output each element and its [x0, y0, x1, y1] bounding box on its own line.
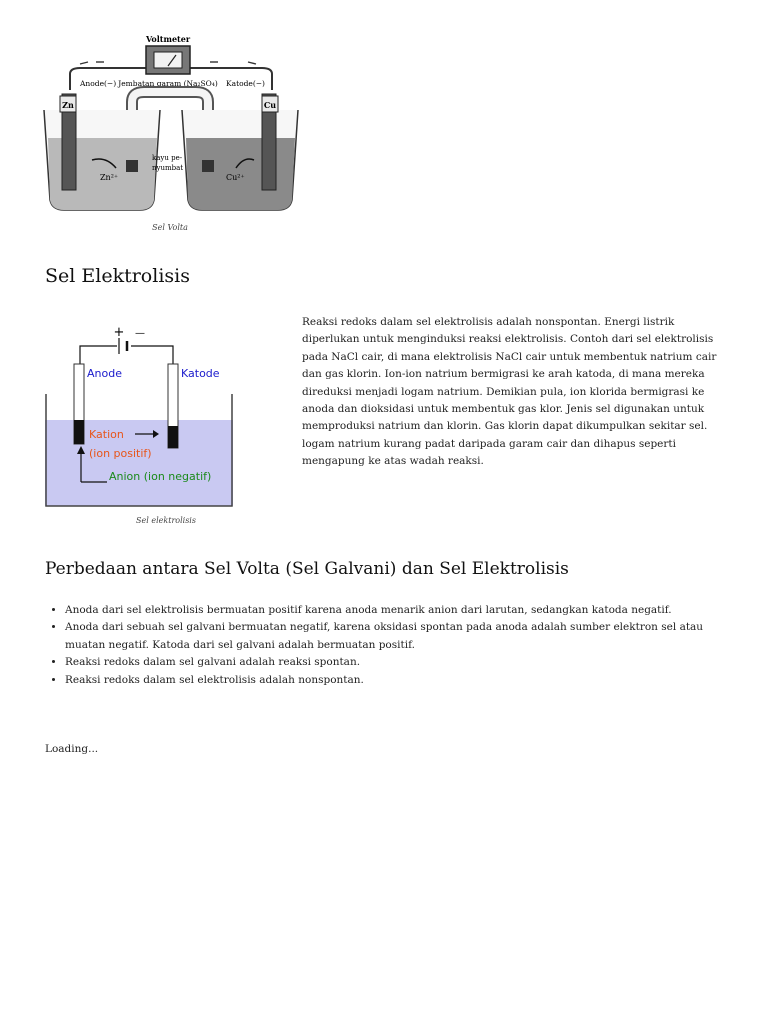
- electrolysis-cell-figure: [45, 322, 233, 508]
- electrolyte: [45, 420, 233, 506]
- differences-list: [46, 602, 745, 689]
- loading-text: Loading...: [45, 743, 99, 755]
- electrolysis-figure-caption: Sel elektrolisis: [136, 516, 196, 525]
- list-item: • Reaksi redoks dalam sel galvani adalah reaksi spontan.: [65, 654, 745, 671]
- electrolysis-paragraph: Reaksi redoks dalam sel elektrolisis adalah nonspontan. Energi listrik diperlukan untuk menginduksi reaksi elektrolisis. Contoh dari sel elektrolisis pada NaCl cair, di mana elektrolisis NaCl cair untuk membentuk natrium cair dan gas klorin. Ion-ion natrium bermigrasi ke arah katoda, di mana mereka direduksi menjadi logam natrium. Demikian pula, ion klorida bermigrasi ke anoda dan dioksidasi untuk membentuk gas klor. Jenis sel digunakan untuk memproduksi natrium dan klorin. Gas klorin dapat dikumpulkan sekitar sel. logam natrium kurang padat daripada garam cair dan dihapus seperti mengapung ke atas wadah reaksi.: [302, 316, 717, 468]
- cu-ion-label: Cu²⁺: [226, 173, 245, 182]
- anode-label: Anode(−): [80, 79, 117, 88]
- plug-label-2: nyumbat: [152, 164, 184, 172]
- list-item: • Anoda dari sebuah sel galvani bermuatan negatif, karena oksidasi spontan pada anoda adalah sumber elektron sel atau muatan negatif. Katoda dari sel galvani adalah bermuatan positif.: [65, 619, 745, 654]
- volta-figure-caption: Sel Volta: [152, 223, 188, 232]
- battery-minus-label: —: [135, 328, 145, 339]
- cu-label: Cu: [263, 100, 277, 110]
- cathode-label: Katode: [181, 367, 220, 380]
- voltmeter-label: Voltmeter: [145, 34, 191, 44]
- zn-label: Zn: [62, 100, 74, 110]
- list-item: • Anoda dari sel elektrolisis bermuatan positif karena anoda menarik anion dari larutan, sedangkan katoda negatif.: [65, 602, 745, 619]
- volta-cell-figure: [40, 28, 300, 218]
- battery-plus-label: +: [113, 325, 125, 340]
- section-title-electrolysis: Sel Elektrolisis: [45, 265, 190, 287]
- salt-bridge-label: Jembatan garam (Na₂SO₄): [118, 79, 218, 88]
- zn-ion-label: Zn²⁺: [100, 173, 119, 182]
- cathode-label: Katode(−): [226, 79, 265, 88]
- section-title-differences: Perbedaan antara Sel Volta (Sel Galvani) dan Sel Elektrolisis: [45, 559, 569, 579]
- kation-label: Kation: [89, 428, 124, 441]
- list-item: • Reaksi redoks dalam sel elektrolisis adalah nonspontan.: [65, 672, 745, 689]
- plug-label-1: kayu pe-: [152, 154, 183, 162]
- anion-label: Anion (ion negatif): [109, 470, 212, 483]
- anode-label: Anode: [87, 367, 122, 380]
- ion-positif-label: (ion positif): [89, 447, 152, 460]
